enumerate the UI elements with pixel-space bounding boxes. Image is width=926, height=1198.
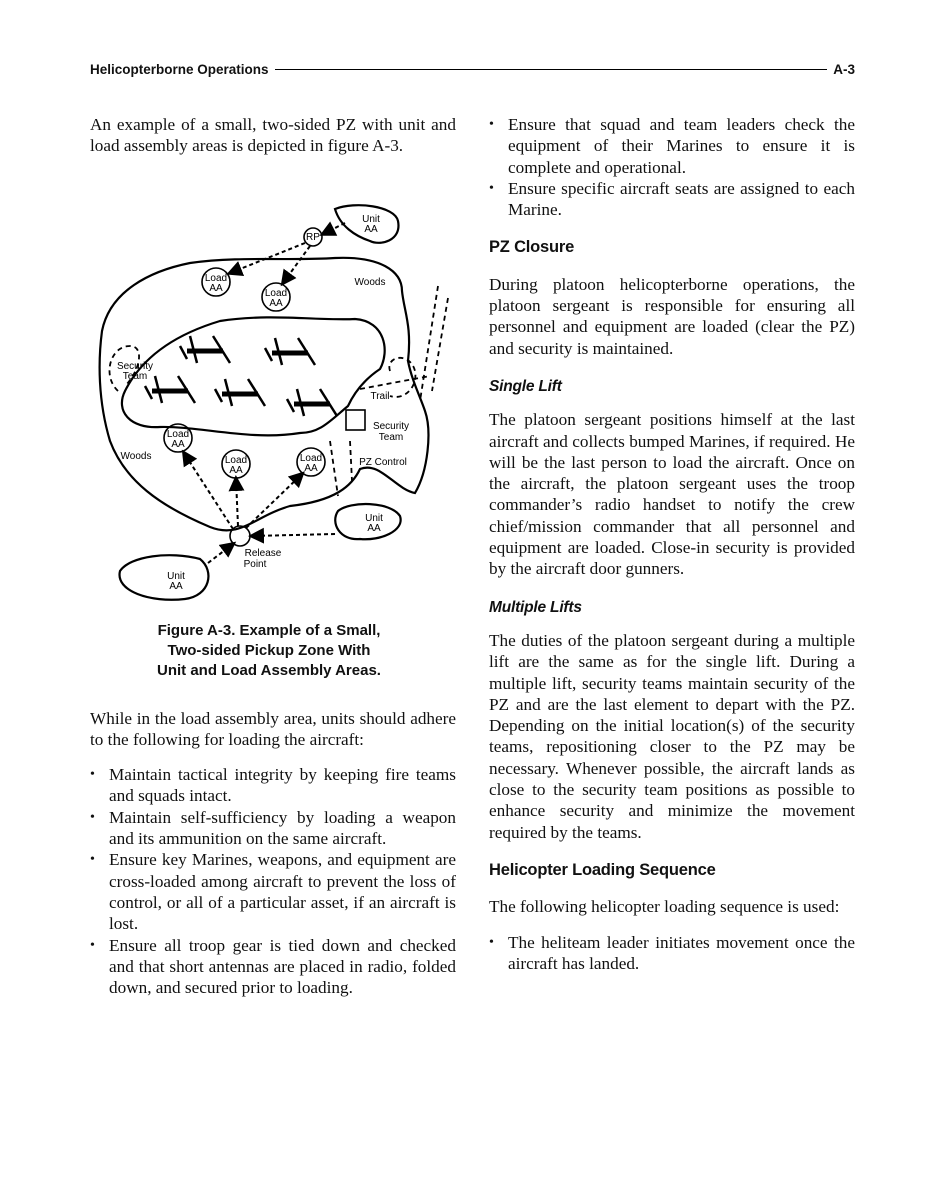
svg-text:Point: Point	[243, 558, 267, 570]
single-lift-heading: Single Lift	[489, 377, 562, 395]
list-item: • Ensure key Marines, weapons, and equipment are cross-loaded among aircraft to prevent the loss of control, or all of a particular asset, if an aircraft is lost.	[90, 849, 456, 934]
loading-bullets	[90, 764, 456, 998]
list-item: • Ensure all troop gear is tied down and checked and that short antennas are placed in radio, folded down, and secured prior to loading.	[90, 935, 456, 999]
header-title: Helicopterborne Operations	[90, 61, 269, 77]
loading-sequence-heading: Helicopter Loading Sequence	[489, 860, 716, 879]
intro-paragraph: An example of a small, two-sided PZ with unit and load assembly areas is depicted in figure A-3.	[90, 115, 456, 156]
helicopter-icon	[145, 376, 195, 403]
list-item: • Maintain self-sufficiency by loading a weapon and its ammunition on the same aircraft.	[90, 807, 456, 850]
multiple-lifts-text: The duties of the platoon sergeant during a multiple lift are the same as for the single lift. During a multiple lift, security teams maintain security of the PZ and are the last element to depart with the PZ. Depending on the initial location(s) of the security teams, repositioning closer to the PZ may be necessary. Whenever possible, the aircraft lands as close to the security team positions as possible to enhance security and minimize the movement required by the teams.	[489, 630, 855, 842]
unit-aa-bottom-left	[120, 555, 209, 600]
svg-text:AA: AA	[367, 522, 381, 534]
list-item: • Maintain tactical integrity by keeping fire teams and squads intact.	[90, 764, 456, 807]
svg-text:Unit: Unit	[362, 213, 380, 225]
svg-text:AA: AA	[169, 580, 183, 592]
svg-text:AA: AA	[229, 464, 243, 476]
helicopter-icon	[287, 389, 337, 416]
left-column	[90, 114, 456, 998]
svg-text:Load: Load	[264, 287, 288, 299]
list-item: • Ensure that squad and team leaders check the equipment of their Marines to ensure it is complete and operational.	[489, 114, 855, 178]
helicopter-icon	[180, 336, 230, 363]
helicopter-icon	[265, 338, 315, 365]
header-rule	[275, 69, 828, 70]
svg-text:Team: Team	[378, 431, 404, 443]
loading-paragraph: While in the load assembly area, units should adhere to the following for loading the aircraft:	[90, 708, 456, 749]
helicopters	[145, 336, 337, 416]
svg-text:Team: Team	[122, 370, 148, 382]
right-column	[489, 114, 855, 974]
pz-control-marker	[346, 410, 365, 430]
figure-caption: Figure A-3. Example of a Small, Two-sided Pickup Zone With Unit and Load Assembly Areas.	[157, 621, 381, 679]
svg-text:Security: Security	[116, 360, 154, 372]
svg-text:Load: Load	[224, 454, 248, 466]
single-lift-text: The platoon sergeant positions himself at the last aircraft and collects bumped Marines, if required. He will be the last person to load the aircraft. Once on the aircraft, the platoon sergeant uses the troop commander’s radio handset to notify the crew chief/mission commander that all personnel and equipment are loaded. Close-in security is provided by the aircraft door gunners.	[489, 410, 855, 579]
helicopter-icon	[215, 379, 265, 406]
running-header	[90, 59, 855, 79]
figure-a3-diagram	[90, 201, 460, 601]
svg-text:AA: AA	[171, 438, 185, 450]
svg-text:Trail: Trail	[370, 390, 390, 402]
svg-text:Unit: Unit	[167, 570, 185, 582]
svg-text:Security: Security	[372, 420, 410, 432]
svg-text:Load: Load	[166, 428, 190, 440]
svg-text:AA: AA	[304, 462, 318, 474]
top-bullets	[489, 114, 855, 220]
svg-text:RP: RP	[306, 231, 320, 243]
svg-text:AA: AA	[209, 282, 223, 294]
svg-text:Unit: Unit	[365, 512, 383, 524]
svg-text:AA: AA	[269, 297, 283, 309]
loading-sequence-bullets	[489, 932, 855, 975]
svg-text:Release: Release	[244, 547, 282, 559]
svg-text:Woods: Woods	[354, 276, 386, 288]
svg-text:AA: AA	[364, 223, 378, 235]
list-item: • Ensure specific aircraft seats are assigned to each Marine.	[489, 178, 855, 221]
svg-text:PZ Control: PZ Control	[359, 456, 407, 468]
svg-text:Load: Load	[299, 452, 323, 464]
svg-text:Load: Load	[204, 272, 228, 284]
list-item: • The heliteam leader initiates movement once the aircraft has landed.	[489, 932, 855, 975]
pz-closure-text: During platoon helicopterborne operations, the platoon sergeant is responsible for ensuring all personnel and equipment are loaded (clear the PZ) and security is maintained.	[489, 274, 855, 358]
multiple-lifts-heading: Multiple Lifts	[489, 598, 582, 616]
pz-closure-heading: PZ Closure	[489, 238, 575, 257]
svg-text:Woods: Woods	[120, 450, 152, 462]
page-number: A-3	[833, 61, 855, 77]
loading-sequence-text: The following helicopter loading sequence is used:	[489, 897, 840, 917]
